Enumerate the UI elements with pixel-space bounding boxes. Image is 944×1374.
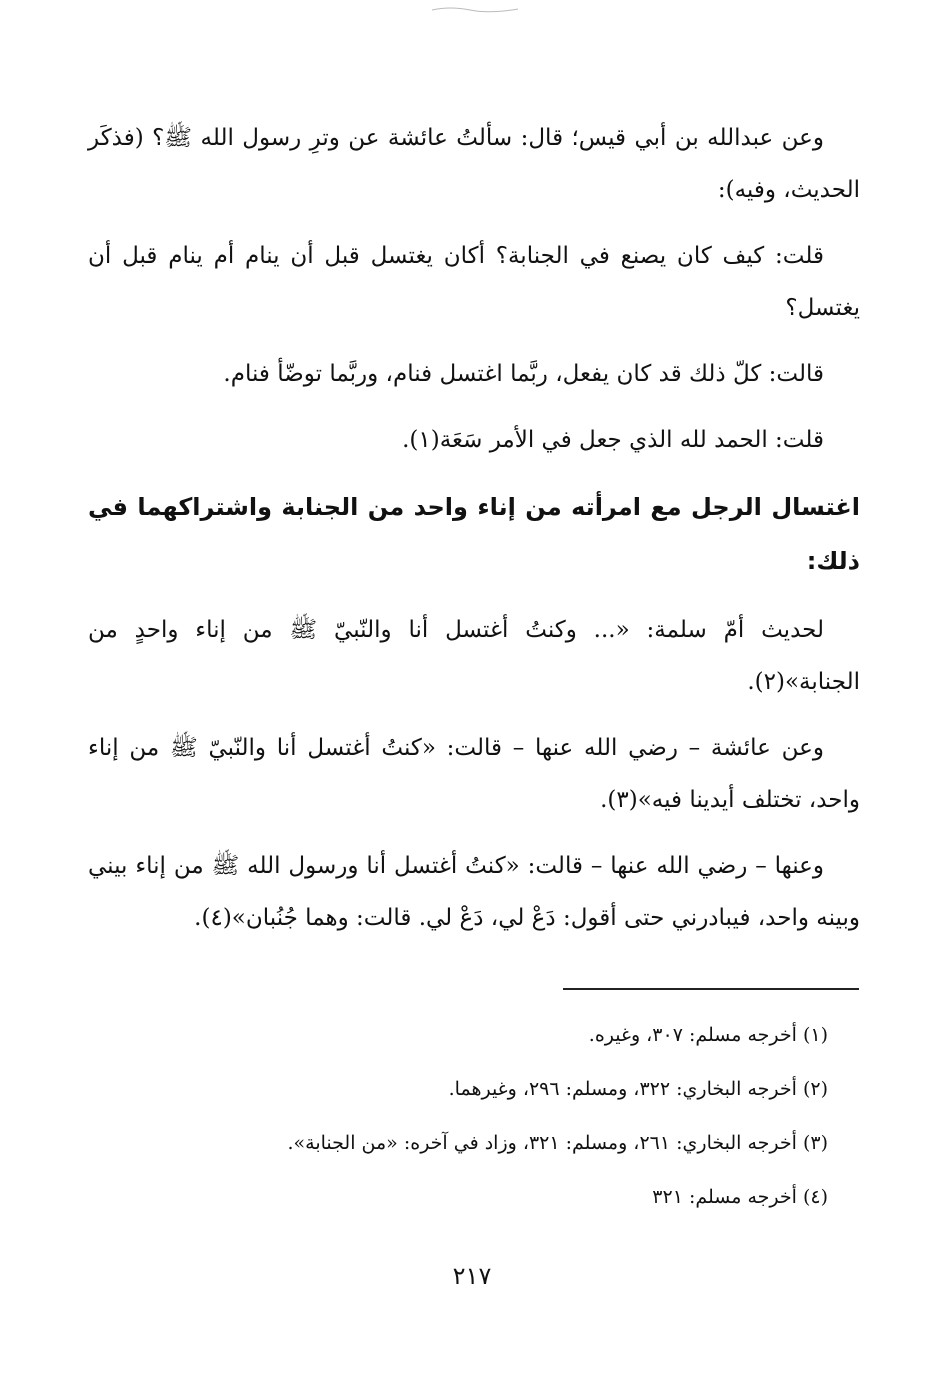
footnotes	[88, 1008, 828, 1224]
paragraph: لحديث أمّ سلمة: «... وكنتُ أغتسل أنا والنّبيّ ﷺ من إناء واحدٍ من الجنابة»(٢).	[88, 617, 860, 695]
paragraph: قالت: كلّ ذلك قد كان يفعل، ربَّما اغتسل فنام، وربَّما توضّأ فنام.	[223, 361, 824, 387]
paragraph: وعنها – رضي الله عنها – قالت: «كنتُ أغتسل أنا ورسول الله ﷺ من إناء بيني وبينه واحد، فيبادرني حتى أقول: دَعْ لي، دَعْ لي. قالت: وهما جُنُبان»(٤).	[88, 853, 860, 931]
footnote-separator	[563, 988, 859, 990]
footnote: (٣) أخرجه البخاري: ٢٦١، ومسلم: ٣٢١، وزاد في آخره: «من الجنابة».	[287, 1132, 828, 1154]
scan-artifact	[430, 4, 520, 14]
paragraph: قلت: الحمد لله الذي جعل في الأمر سَعَة(١).	[402, 427, 824, 453]
footnote: (١) أخرجه مسلم: ٣٠٧، وغيره.	[588, 1024, 828, 1046]
section-heading: اغتسال الرجل مع امرأته من إناء واحد من الجنابة واشتراكهما في ذلك:	[88, 493, 860, 575]
paragraph: قلت: كيف كان يصنع في الجنابة؟ أكان يغتسل قبل أن ينام أم ينام قبل أن يغتسل؟	[88, 243, 860, 321]
main-text	[88, 112, 860, 958]
footnote: (٢) أخرجه البخاري: ٣٢٢، ومسلم: ٢٩٦، وغيرهما.	[448, 1078, 828, 1100]
paragraph: وعن عائشة – رضي الله عنها – قالت: «كنتُ أغتسل أنا والنّبيّ ﷺ من إناء واحد، تختلف أيدينا فيه»(٣).	[88, 735, 860, 813]
page-number: ٢١٧	[452, 1262, 492, 1290]
paragraph: وعن عبدالله بن أبي قيس؛ قال: سألتُ عائشة عن وترِ رسول الله ﷺ؟ (فذكَر الحديث، وفيه):	[88, 125, 860, 203]
footnote: (٤) أخرجه مسلم: ٣٢١	[652, 1186, 828, 1208]
